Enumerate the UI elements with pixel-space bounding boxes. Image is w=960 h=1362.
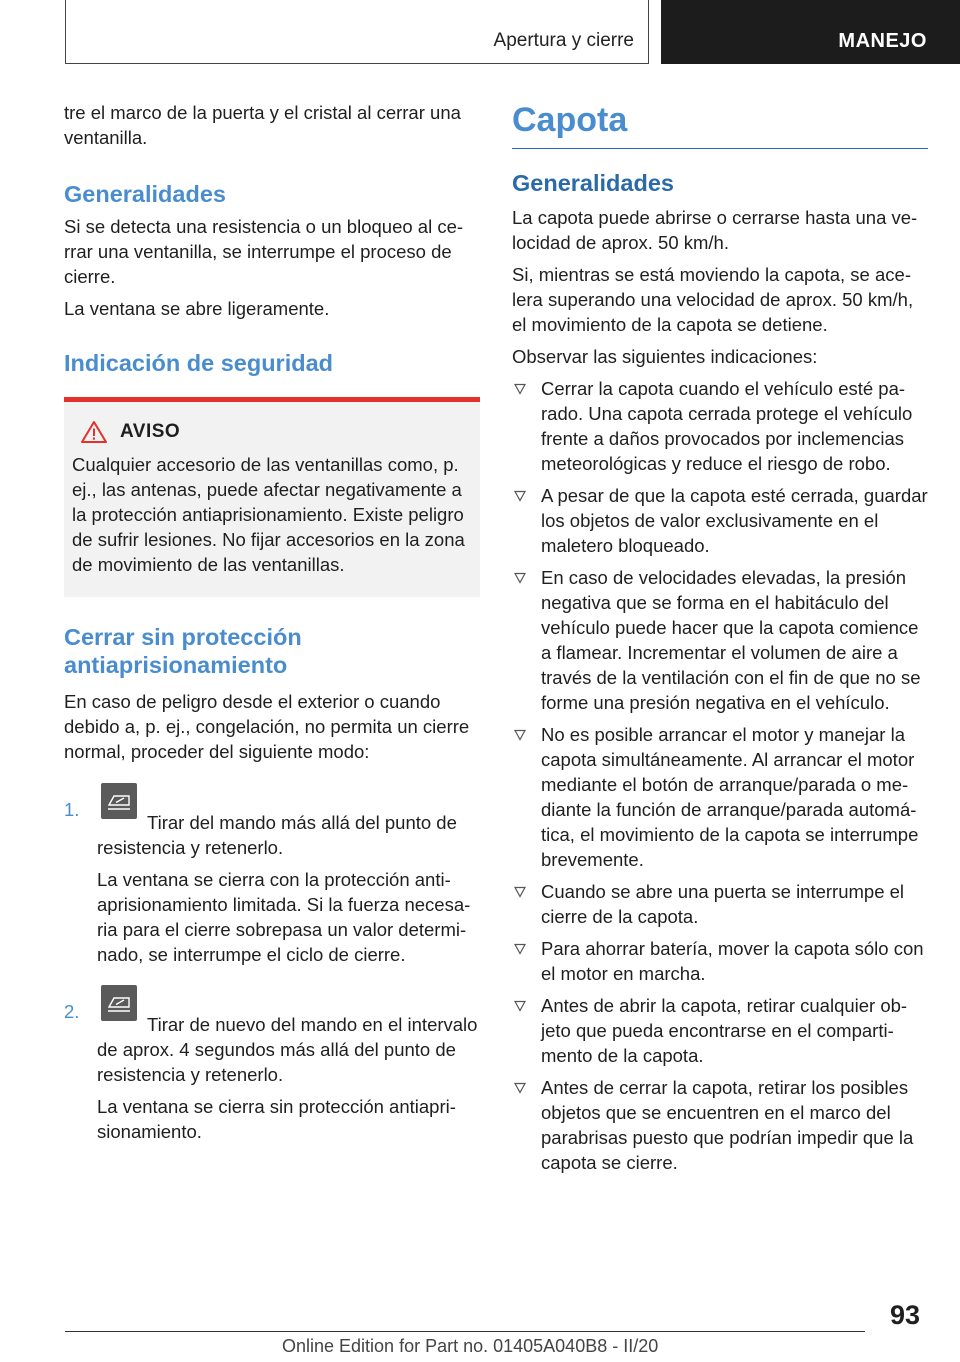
warning-label: AVISO [120,421,181,442]
step-1-line1 [97,797,480,860]
capota-bullet-list [512,376,928,1175]
window-switch-icon [101,783,137,819]
list-item: En caso de velocidades elevadas, la presión negativa que se forma en el habitáculo del vehículo puede hacer que la capota comience a flamear. Incrementar el volumen de aire a través de la ventilación con el fin de que no se forme una presión negativa en el vehículo. [512,565,928,715]
paragraph-resistencia: Si se detecta una resistencia o un bloqueo al cerrar una ventanilla, se interrumpe el proceso de cierre. [64,216,464,287]
step-1-line2: La ventana se cierra con la protección antiaprisionamiento limitada. Si la fuerza necesaria para el cierre sobrepasa un valor determinado, se interrumpe el ciclo de cierre. [97,869,471,965]
heading-cerrar-sin-proteccion: Cerrar sin protección antiaprisionamiento [64,624,302,678]
footer-edition: Online Edition for Part no. 01405A040B8 - II/20 [282,1336,659,1356]
header-section-title: Apertura y cierre [493,30,634,51]
paragraph-capota-detiene: Si, mientras se está moviendo la capota, se acelera superando una velocidad de aprox. 50 km/h, el movimiento de la capota se detiene. [512,264,914,335]
list-item: Cuando se abre una puerta se interrumpe el cierre de la capota. [512,879,928,929]
list-item: No es posible arrancar el motor y manejar la capota simultáneamente. Al arrancar el motor mediante el botón de arranque/parada o mediante la función de arranque/parada automática, el movimiento de la capota se interrumpe brevemente. [512,722,928,872]
step-2-text: Tirar de nuevo del mando en el intervalo de aprox. 4 segundos más allá del punto de resistencia y retenerlo. [97,1014,478,1085]
list-item: Para ahorrar batería, mover la capota sólo con el motor en marcha. [512,936,928,986]
step-number: 1. [64,799,80,820]
warning-text: Cualquier accesorio de las ventanillas como, p. ej., las antenas, puede afectar negativamente a la protección antiaprisionamiento. Existe peligro de sufrir lesiones. No fijar accesorios en la zona de movimiento de las ventanillas. [72,454,465,575]
step-2-line1 [97,999,480,1087]
paragraph-ventana-abre: La ventana se abre ligeramente. [64,298,330,319]
triangle-bullet-icon [514,729,526,741]
step-number: 2. [64,1001,80,1022]
triangle-bullet-icon [514,490,526,502]
right-column [512,100,928,1175]
triangle-bullet-icon [514,1082,526,1094]
intro-text: tre el marco de la puerta y el cristal al cerrar una ventanilla. [64,102,461,148]
window-switch-icon [101,985,137,1021]
heading-generalidades-capota: Generalidades [512,170,674,196]
step-1-text: Tirar del mando más allá del punto de resistencia y retenerlo. [97,812,457,858]
triangle-bullet-icon [514,943,526,955]
list-item: Antes de cerrar la capota, retirar los posibles objetos que se encuentren en el marco del parabrisas puesto que podrían impedir que la capota se cierre. [512,1075,928,1175]
header-chapter-box [661,0,960,64]
warning-title [72,420,472,444]
step-1 [64,797,480,967]
triangle-bullet-icon [514,886,526,898]
paragraph-en-caso-peligro: En caso de peligro desde el exterior o cuando debido a, p. ej., congelación, no permita un cierre normal, proceder del siguiente modo: [64,691,470,762]
warning-triangle-icon [80,420,108,444]
heading-indicacion-seguridad: Indicación de seguridad [64,350,333,376]
header-section-box [65,0,649,64]
step-2 [64,999,480,1144]
triangle-bullet-icon [514,1000,526,1012]
paragraph-observar: Observar las siguientes indicaciones: [512,346,818,367]
warning-box [64,397,480,597]
heading-capota: Capota [512,100,928,149]
triangle-bullet-icon [514,383,526,395]
list-item: Cerrar la capota cuando el vehículo esté parado. Una capota cerrada protege el vehículo frente a daños provocados por inclemencias meteorológicas y reduce el riesgo de robo. [512,376,928,476]
header-chapter-title: MANEJO [838,30,927,52]
page-number: 93 [890,1300,921,1330]
left-column [64,100,480,1144]
list-item: A pesar de que la capota esté cerrada, guardar los objetos de valor exclusivamente en el maletero bloqueado. [512,483,928,558]
footer-divider [65,1331,865,1332]
step-2-line2: La ventana se cierra sin protección antiaprisionamiento. [97,1096,456,1142]
heading-generalidades-ventanillas: Generalidades [64,181,226,207]
triangle-bullet-icon [514,572,526,584]
list-item: Antes de abrir la capota, retirar cualquier objeto que pueda encontrarse en el compartimento de la capota. [512,993,928,1068]
paragraph-capota-velocidad: La capota puede abrirse o cerrarse hasta una velocidad de aprox. 50 km/h. [512,207,918,253]
